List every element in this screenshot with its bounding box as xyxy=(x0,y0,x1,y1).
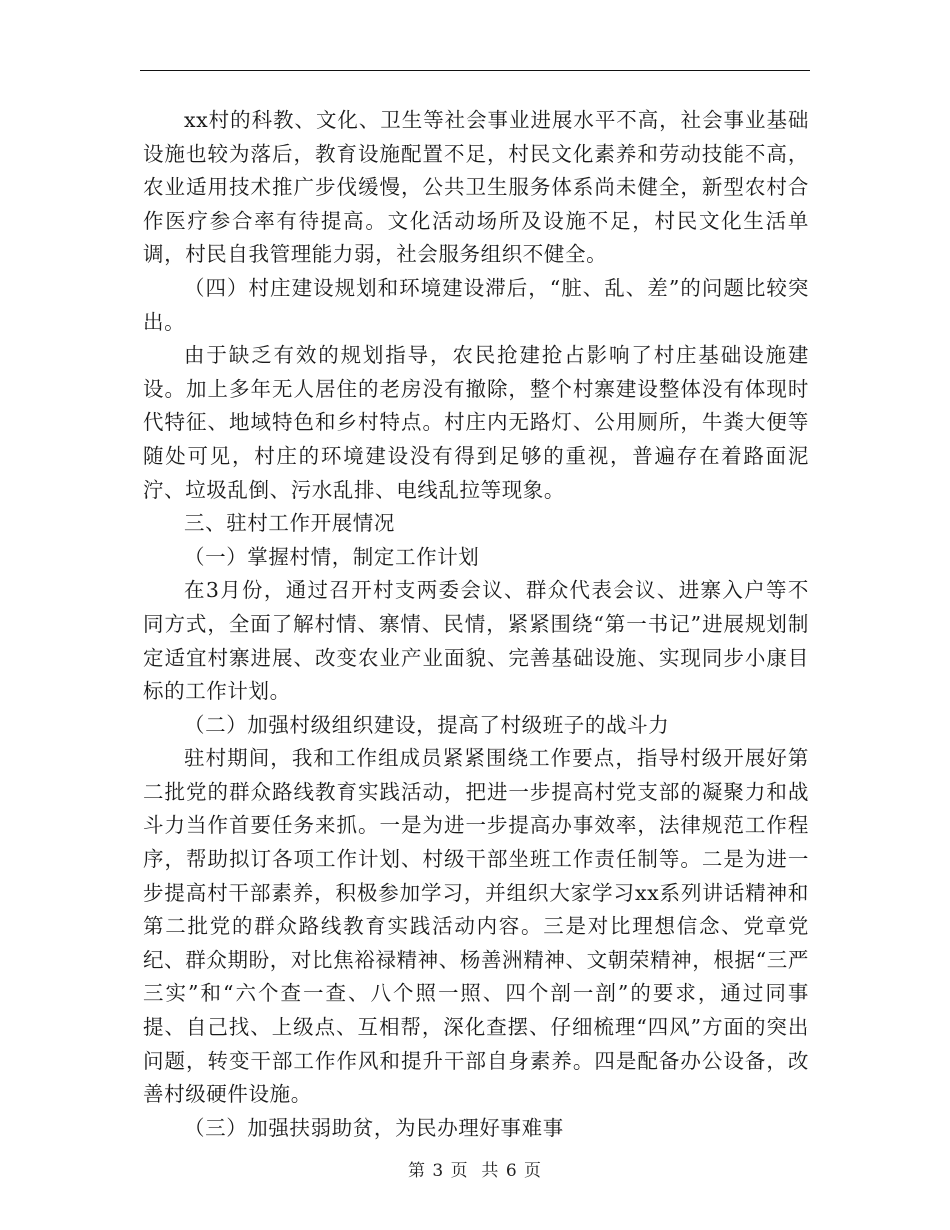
header-rule xyxy=(140,70,810,71)
page-footer xyxy=(0,1156,950,1181)
paragraph-organization-building: 驻村期间，我和工作组成员紧紧围绕工作要点，指导村级开展好第二批党的群众路线教育实践活动，把进一步提高村党支部的凝聚力和战斗力当作首要任务来抓。一是为进一步提高办事效率，法律规范工作程序，帮助拟订各项工作计划、村级干部坐班工作责任制等。二是为进一步提高村干部素养，积极参加学习，并组织大家学习xx系列讲话精神和第二批党的群众路线教育实践活动内容。三是对比理想信念、党章党纪、群众期盼，对比焦裕禄精神、杨善洲精神、文朝荣精神，根据“三严三实”和“六个查一查、八个照一照、四个剖一剖”的要求，通过同事提、自己找、上级点、互相帮，深化查摆、仔细梳理“四风”方面的突出问题，转变干部工作作风和提升干部自身素养。四是配备办公设备，改善村级硬件设施。 xyxy=(143,746,809,1107)
paragraph-work-plan: 在3月份，通过召开村支两委会议、群众代表会议、进寨入户等不同方式，全面了解村情、寨情、民情，紧紧围绕“第一书记”进展规划制定适宜村寨进展、改变农业产业面貌、完善基础设施、实现同步小康目标的工作计划。 xyxy=(143,578,809,704)
paragraph-village-environment: 由于缺乏有效的规划指导，农民抢建抢占影响了村庄基础设施建设。加上多年无人居住的老房没有撤除，整个村寨建设整体没有体现时代特征、地域特色和乡村特点。村庄内无路灯、公用厕所，牛粪大便等随处可见，村庄的环境建设没有得到足够的重视，普遍存在着路面泥泞、垃圾乱倒、污水乱排、电线乱拉等现象。 xyxy=(143,343,809,502)
section-heading-work-status: 三、驻村工作开展情况 xyxy=(184,511,395,536)
paragraph-social-services: xx村的科教、文化、卫生等社会事业进展水平不高，社会事业基础设施也较为落后，教育设施配置不足，村民文化素养和劳动技能不高，农业适用技术推广步伐缓慢，公共卫生服务体系尚未健全，新型农村合作医疗参合率有待提高。文化活动场所及设施不足，村民文化生活单调，村民自我管理能力弱，社会服务组织不健全。 xyxy=(143,108,809,267)
subheading-village-conditions: （一）掌握村情，制定工作计划 xyxy=(184,544,480,569)
subheading-poverty-assistance: （三）加强扶弱助贫，为民办理好事难事 xyxy=(184,1115,564,1140)
footer-total-pages: 6 xyxy=(505,1161,518,1181)
footer-suffix: 页 xyxy=(524,1161,543,1181)
footer-prefix: 第 xyxy=(407,1161,426,1181)
document-body xyxy=(143,104,809,1145)
heading-village-planning: （四）村庄建设规划和环境建设滞后，“脏、乱、差”的问题比较突出。 xyxy=(143,275,809,334)
footer-page-number: 3 xyxy=(432,1161,445,1181)
footer-middle: 页 共 xyxy=(450,1161,500,1181)
subheading-organization-building: （二）加强村级组织建设，提高了村级班子的战斗力 xyxy=(184,712,670,737)
